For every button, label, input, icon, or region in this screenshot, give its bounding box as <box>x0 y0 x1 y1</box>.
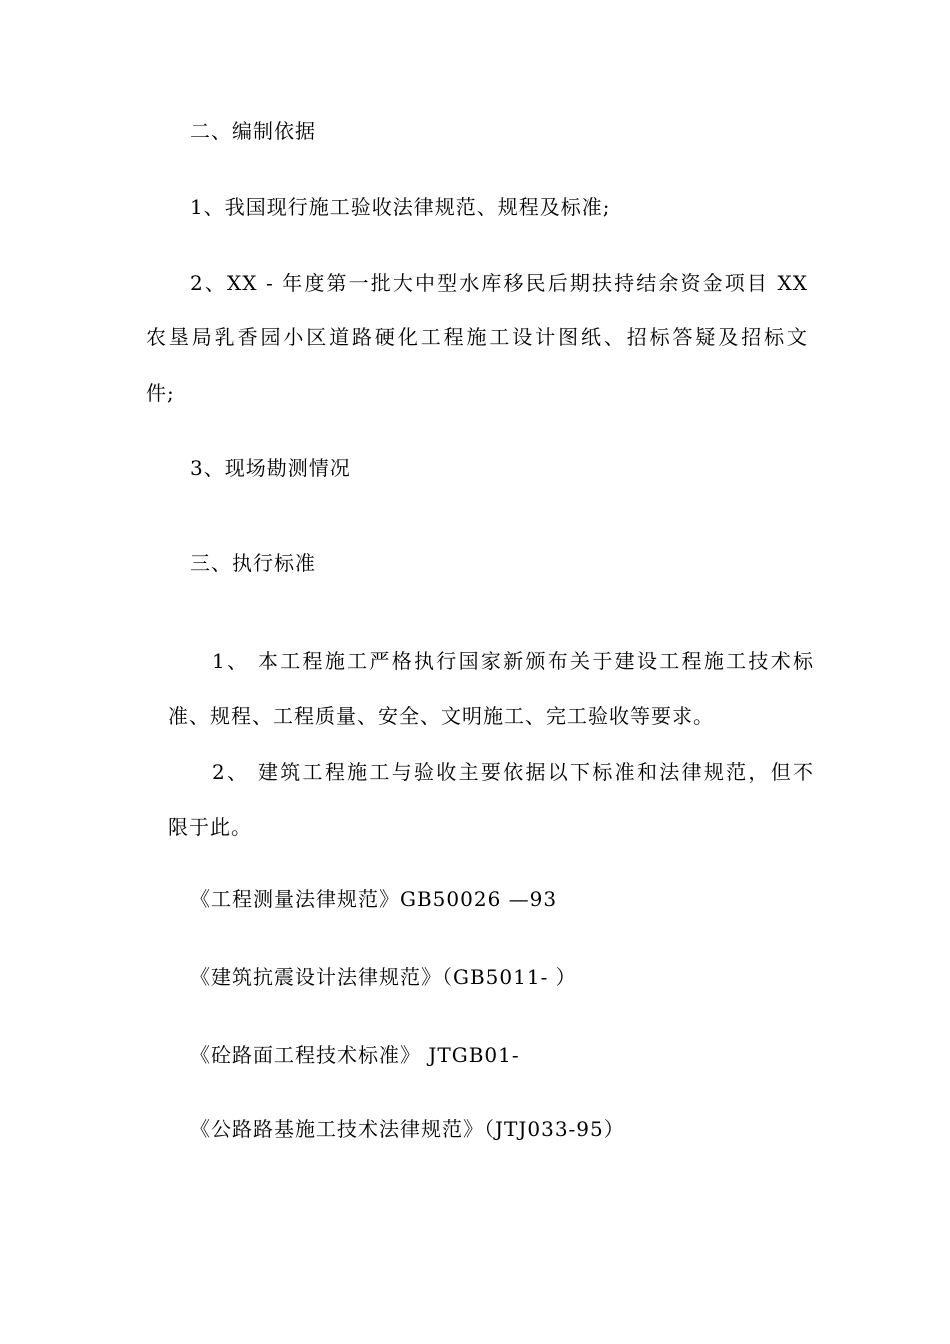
standard-item-3: 《砼路面工程技术标准》 JTGB01- <box>190 1043 520 1067</box>
section2-heading: 二、编制依据 <box>190 119 316 143</box>
section2-item2-line1: 2、XX - 年度第一批大中型水库移民后期扶持结余资金项目 XX <box>190 271 808 295</box>
section3-heading: 三、执行标准 <box>190 551 316 575</box>
section3-item1-line1: 1、 本工程施工严格执行国家新颁布关于建设工程施工技术标 <box>212 649 814 673</box>
standard-item-2: 《建筑抗震设计法律规范》（GB5011- ） <box>190 965 577 989</box>
section2-item2-line2: 农垦局乳香园小区道路硬化工程施工设计图纸、招标答疑及招标文 <box>146 325 808 349</box>
section3-item2-line2: 限于此。 <box>168 815 252 839</box>
section3-item1-line2: 准、规程、工程质量、安全、文明施工、完工验收等要求。 <box>168 704 714 728</box>
section2-item3: 3、现场勘测情况 <box>190 456 351 480</box>
section2-item2-line3: 件; <box>146 381 175 405</box>
standard-item-4: 《公路路基施工技术法律规范》（JTJ033-95） <box>190 1117 625 1141</box>
standard-item-1: 《工程测量法律规范》GB50026 —93 <box>190 887 558 911</box>
section3-item2-line1: 2、 建筑工程施工与验收主要依据以下标准和法律规范，但不 <box>212 760 814 784</box>
section2-item1: 1、我国现行施工验收法律规范、规程及标准; <box>190 195 611 219</box>
